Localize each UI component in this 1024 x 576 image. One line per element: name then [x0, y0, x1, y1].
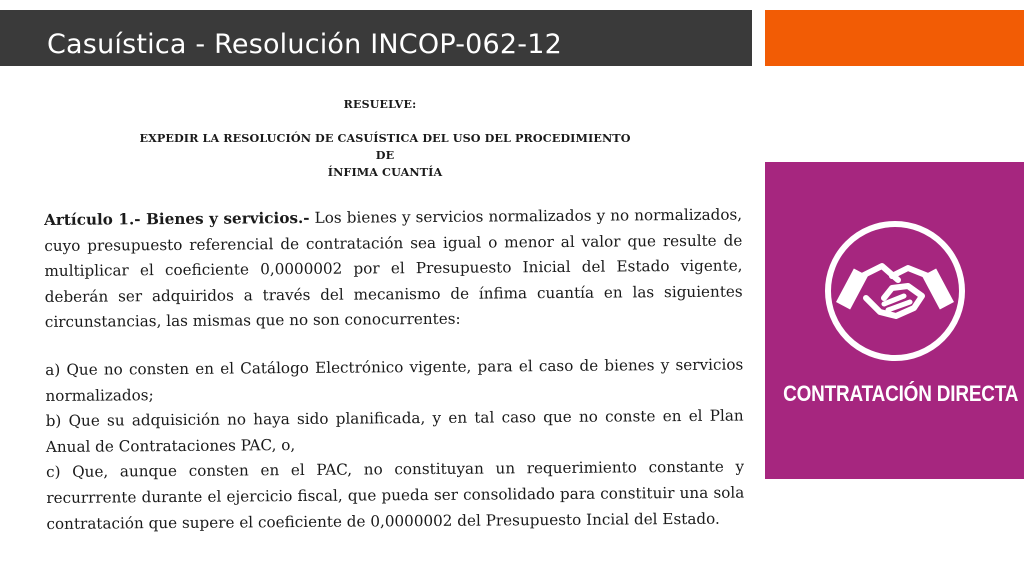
item-b: b) Que su adquisición no haya sido planificada, y en tal caso que no conste en el Plan Anual de Contrataciones PAC, o,: [45, 406, 744, 456]
resuelve-heading: RESUELVE:: [343, 98, 417, 111]
accent-block: [765, 10, 1024, 66]
item-c: c) Que, aunque consten en el PAC, no constituyan un requerimiento constante y recurrrente durante el ejercicio fiscal, que pueda ser consolidado para constituir una sola contratación que supere el coeficiente de 0,0000002 del Presupuesto Incial del Estado.: [46, 457, 745, 533]
expedir-heading: [130, 130, 640, 181]
icon-caption: CONTRATACIÓN DIRECTA: [783, 381, 1019, 406]
page-title: Casuística - Resolución INCOP-062-12: [47, 29, 562, 60]
item-a: a) Que no consten en el Catálogo Electrónico vigente, para el caso de bienes y servicios normalizados;: [45, 355, 744, 405]
document-scan: [40, 90, 750, 550]
article-1: [44, 203, 745, 538]
contratacion-directa-panel: [765, 162, 1024, 479]
article-body: Los bienes y servicios normalizados y no normalizados, cuyo presupuesto referencial de contratación sea igual o menor al valor que resulte de multiplicar el coeficiente 0,0000002 por el Presupuesto Inicial del Estado vigente, deberán ser adquiridos a través del mecanismo de ínfima cuantía en las siguientes circunstancias, las mismas que no son conocurrentes:: [44, 205, 743, 332]
article-paragraph: [44, 203, 743, 336]
expedir-line-1: EXPEDIR LA RESOLUCIÓN DE CASUÍSTICA DEL USO DEL PROCEDIMIENTO DE: [139, 131, 631, 162]
article-heading: Artículo 1.- Bienes y servicios.-: [44, 208, 310, 229]
handshake-icon: [822, 218, 968, 364]
title-bar: [0, 10, 752, 66]
expedir-line-2: ÍNFIMA CUANTÍA: [327, 165, 443, 179]
